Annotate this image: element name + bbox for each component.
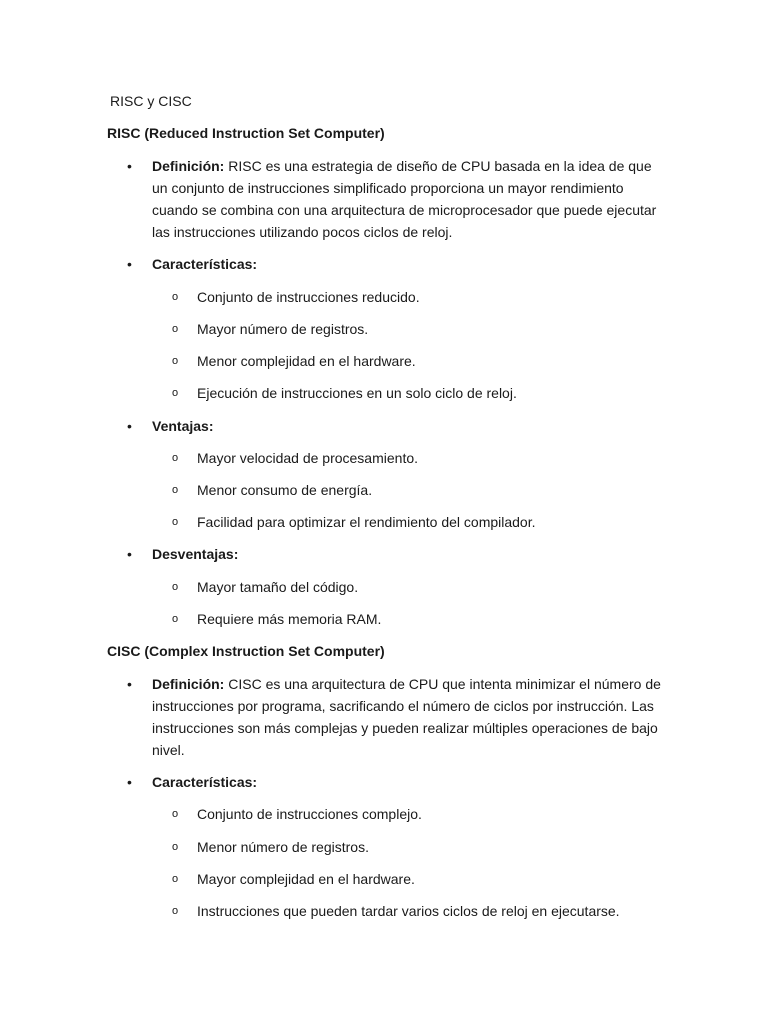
circle-bullet-icon: o xyxy=(172,613,179,625)
bullet-icon: • xyxy=(127,256,132,272)
bullet-icon: • xyxy=(127,418,132,434)
circle-bullet-icon: o xyxy=(172,387,179,399)
circle-bullet-icon: o xyxy=(172,873,179,885)
document-title: RISC y CISC xyxy=(110,93,192,109)
list-item-text: Conjunto de instrucciones complejo. xyxy=(197,806,422,822)
cisc-heading: CISC (Complex Instruction Set Computer) xyxy=(107,643,385,659)
bullet-icon: • xyxy=(127,676,132,692)
list-item-text: Instrucciones que pueden tardar varios ciclos de reloj en ejecutarse. xyxy=(197,903,620,919)
circle-bullet-icon: o xyxy=(172,452,179,464)
list-item-text: Mayor complejidad en el hardware. xyxy=(197,871,415,887)
list-item-text: Facilidad para optimizar el rendimiento del compilador. xyxy=(197,514,536,530)
bullet-icon: • xyxy=(127,774,132,790)
bullet-icon: • xyxy=(127,158,132,174)
list-item-text: Mayor tamaño del código. xyxy=(197,579,359,595)
circle-bullet-icon: o xyxy=(172,516,179,528)
list-item-text: Ejecución de instrucciones en un solo ciclo de reloj. xyxy=(197,385,517,401)
list-item-text: Menor complejidad en el hardware. xyxy=(197,353,416,369)
risc-heading: RISC (Reduced Instruction Set Computer) xyxy=(107,125,385,141)
list-item-text: Menor número de registros. xyxy=(197,839,369,855)
circle-bullet-icon: o xyxy=(172,581,179,593)
risc-ventajas-label: Ventajas: xyxy=(152,418,214,434)
risc-desventajas-label: Desventajas: xyxy=(152,546,239,562)
circle-bullet-icon: o xyxy=(172,841,179,853)
list-item-text: Mayor velocidad de procesamiento. xyxy=(197,450,419,466)
circle-bullet-icon: o xyxy=(172,808,179,820)
risc-definicion-text xyxy=(152,155,662,243)
list-item-text: Conjunto de instrucciones reducido. xyxy=(197,289,420,305)
cisc-caracteristicas-label: Características: xyxy=(152,774,258,790)
circle-bullet-icon: o xyxy=(172,355,179,367)
risc-caracteristicas-label: Características: xyxy=(152,256,258,272)
circle-bullet-icon: o xyxy=(172,291,179,303)
list-item-text: Mayor número de registros. xyxy=(197,321,369,337)
circle-bullet-icon: o xyxy=(172,905,179,917)
circle-bullet-icon: o xyxy=(172,323,179,335)
circle-bullet-icon: o xyxy=(172,484,179,496)
cisc-definicion-body: CISC es una arquitectura de CPU que intenta minimizar el número de instrucciones por programa, sacrificando el número de ciclos por instrucción. Las instrucciones son más complejas y pueden realizar múltiples operaciones de bajo nivel. xyxy=(152,676,661,758)
cisc-definicion-label: Definición: xyxy=(152,676,225,692)
cisc-definicion-text xyxy=(152,673,662,761)
risc-definicion-label: Definición: xyxy=(152,158,225,174)
risc-definicion-body: RISC es una estrategia de diseño de CPU basada en la idea de que un conjunto de instrucciones simplificado proporciona un mayor rendimiento cuando se combina con una arquitectura de microprocesador que puede ejecutar las instrucciones utilizando pocos ciclos de reloj. xyxy=(152,158,657,240)
list-item-text: Menor consumo de energía. xyxy=(197,482,373,498)
list-item-text: Requiere más memoria RAM. xyxy=(197,611,382,627)
bullet-icon: • xyxy=(127,546,132,562)
